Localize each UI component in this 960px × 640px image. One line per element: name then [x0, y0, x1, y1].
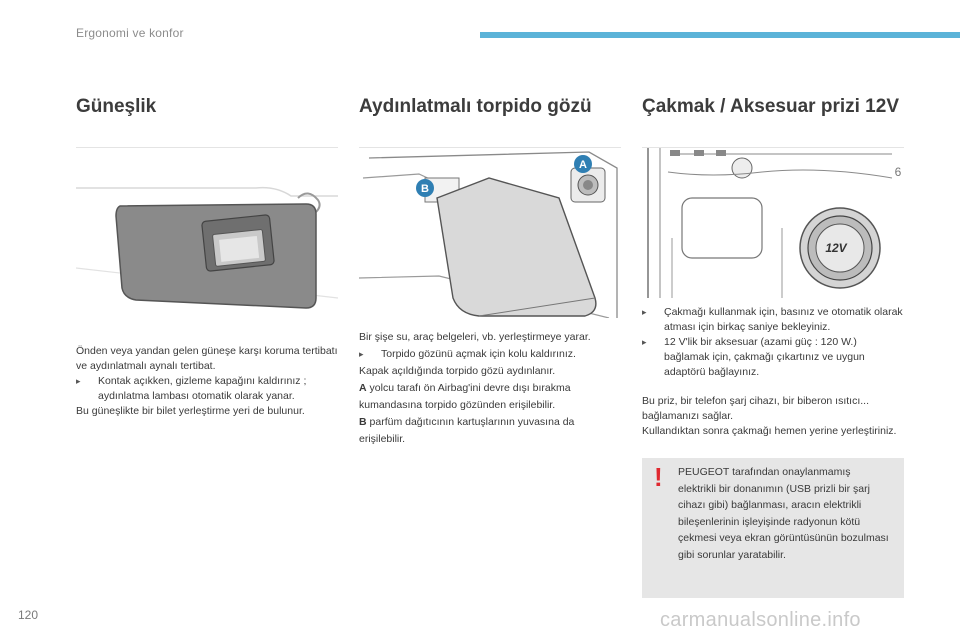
warning-box: [642, 458, 904, 598]
lighter-bullet-1-text: Çakmağı kullanmak için, basınız ve otomatik olarak atması için birkaç saniye bekleyiniz.: [664, 306, 903, 333]
column-glovebox: [359, 96, 621, 117]
lighter-usage-text: [642, 394, 904, 439]
glovebox-label-b: B: [421, 183, 429, 195]
page-number: 120: [18, 608, 39, 622]
sun-visor-intro: Önden veya yandan gelen güneşe karşı koruma tertibatı ve aydınlatmalı aynalı tertibat.: [76, 345, 338, 372]
sun-visor-bullet-text: Kontak açıkken, gizleme kapağını kaldırınız ; aydınlatma lambası otomatik olarak yanar.: [98, 375, 307, 402]
glovebox-label-a-text: [359, 380, 621, 414]
lighter-bullet-2: [642, 335, 904, 380]
label-a-desc: yolcu tarafı ön Airbag'ini devre dışı bırakma kumandasına torpido gözünden erişilebilir.: [359, 382, 571, 411]
glovebox-label-b-text: [359, 414, 621, 448]
lighter-text: [642, 305, 904, 380]
exclamation-icon: !: [654, 462, 663, 492]
arrow-bullet-icon: ▸: [76, 376, 81, 386]
heading-lighter: Çakmak / Aksesuar prizi 12V: [642, 96, 899, 117]
arrow-bullet-icon: ▸: [642, 307, 647, 317]
sun-visor-after: Bu güneşlikte bir bilet yerleştirme yeri de bulunur.: [76, 405, 305, 417]
lighter-bullet-2-text: 12 V'lik bir aksesuar (azami güç : 120 W.) bağlamak için, çakmağı çıkartınız ve uygun adaptörü bağlayınız.: [664, 336, 865, 378]
glovebox-after: Kapak açıldığında torpido gözü aydınlanır.: [359, 365, 556, 377]
glovebox-intro: Bir şişe su, araç belgeleri, vb. yerleştirmeye yarar.: [359, 331, 591, 343]
column-lighter: [642, 96, 904, 117]
arrow-bullet-icon: ▸: [642, 337, 647, 347]
header-accent-bar: [480, 32, 960, 38]
arrow-bullet-icon: ▸: [359, 349, 364, 359]
socket-label: 12V: [825, 241, 847, 255]
glovebox-illustration: [359, 147, 621, 318]
sun-visor-bullet: [76, 374, 338, 404]
svg-text:6: 6: [894, 165, 902, 179]
heading-sun-visor: Güneşlik: [76, 96, 157, 117]
lighter-after-2: Kullandıktan sonra çakmağı hemen yerine yerleştiriniz.: [642, 425, 897, 437]
column-sun-visor: [76, 96, 338, 117]
sun-visor-illustration: [76, 147, 338, 318]
glovebox-label-a: A: [579, 159, 587, 171]
label-a: A: [359, 382, 367, 394]
heading-glovebox: Aydınlatmalı torpido gözü: [359, 96, 592, 117]
watermark: carmanualsonline.info: [660, 609, 861, 631]
sun-visor-text: [76, 344, 338, 419]
glovebox-text: [359, 329, 621, 448]
glovebox-bullet: [359, 346, 621, 363]
lighter-illustration: [642, 147, 904, 298]
glovebox-bullet-text: Torpido gözünü açmak için kolu kaldırınız.: [381, 348, 576, 360]
label-b: B: [359, 416, 367, 428]
lighter-after: Bu priz, bir telefon şarj cihazı, bir biberon ısıtıcı... bağlamanızı sağlar.: [642, 395, 870, 422]
section-title: Ergonomi ve konfor: [76, 26, 184, 40]
lighter-bullet-1: [642, 305, 904, 335]
label-b-desc: parfüm dağıtıcının kartuşlarının yuvasına da erişilebilir.: [359, 416, 575, 445]
warning-text: PEUGEOT tarafından onaylanmamış elektrikli bir donanımın (USB prizli bir şarj cihazı gibi) bağlanması, aracın elektrikli bileşenlerinin işleyişinde radyonun kötü çekmesi veya ekran görüntüsünün bozulması gibi sorunlar yaratabilir.: [678, 466, 889, 561]
